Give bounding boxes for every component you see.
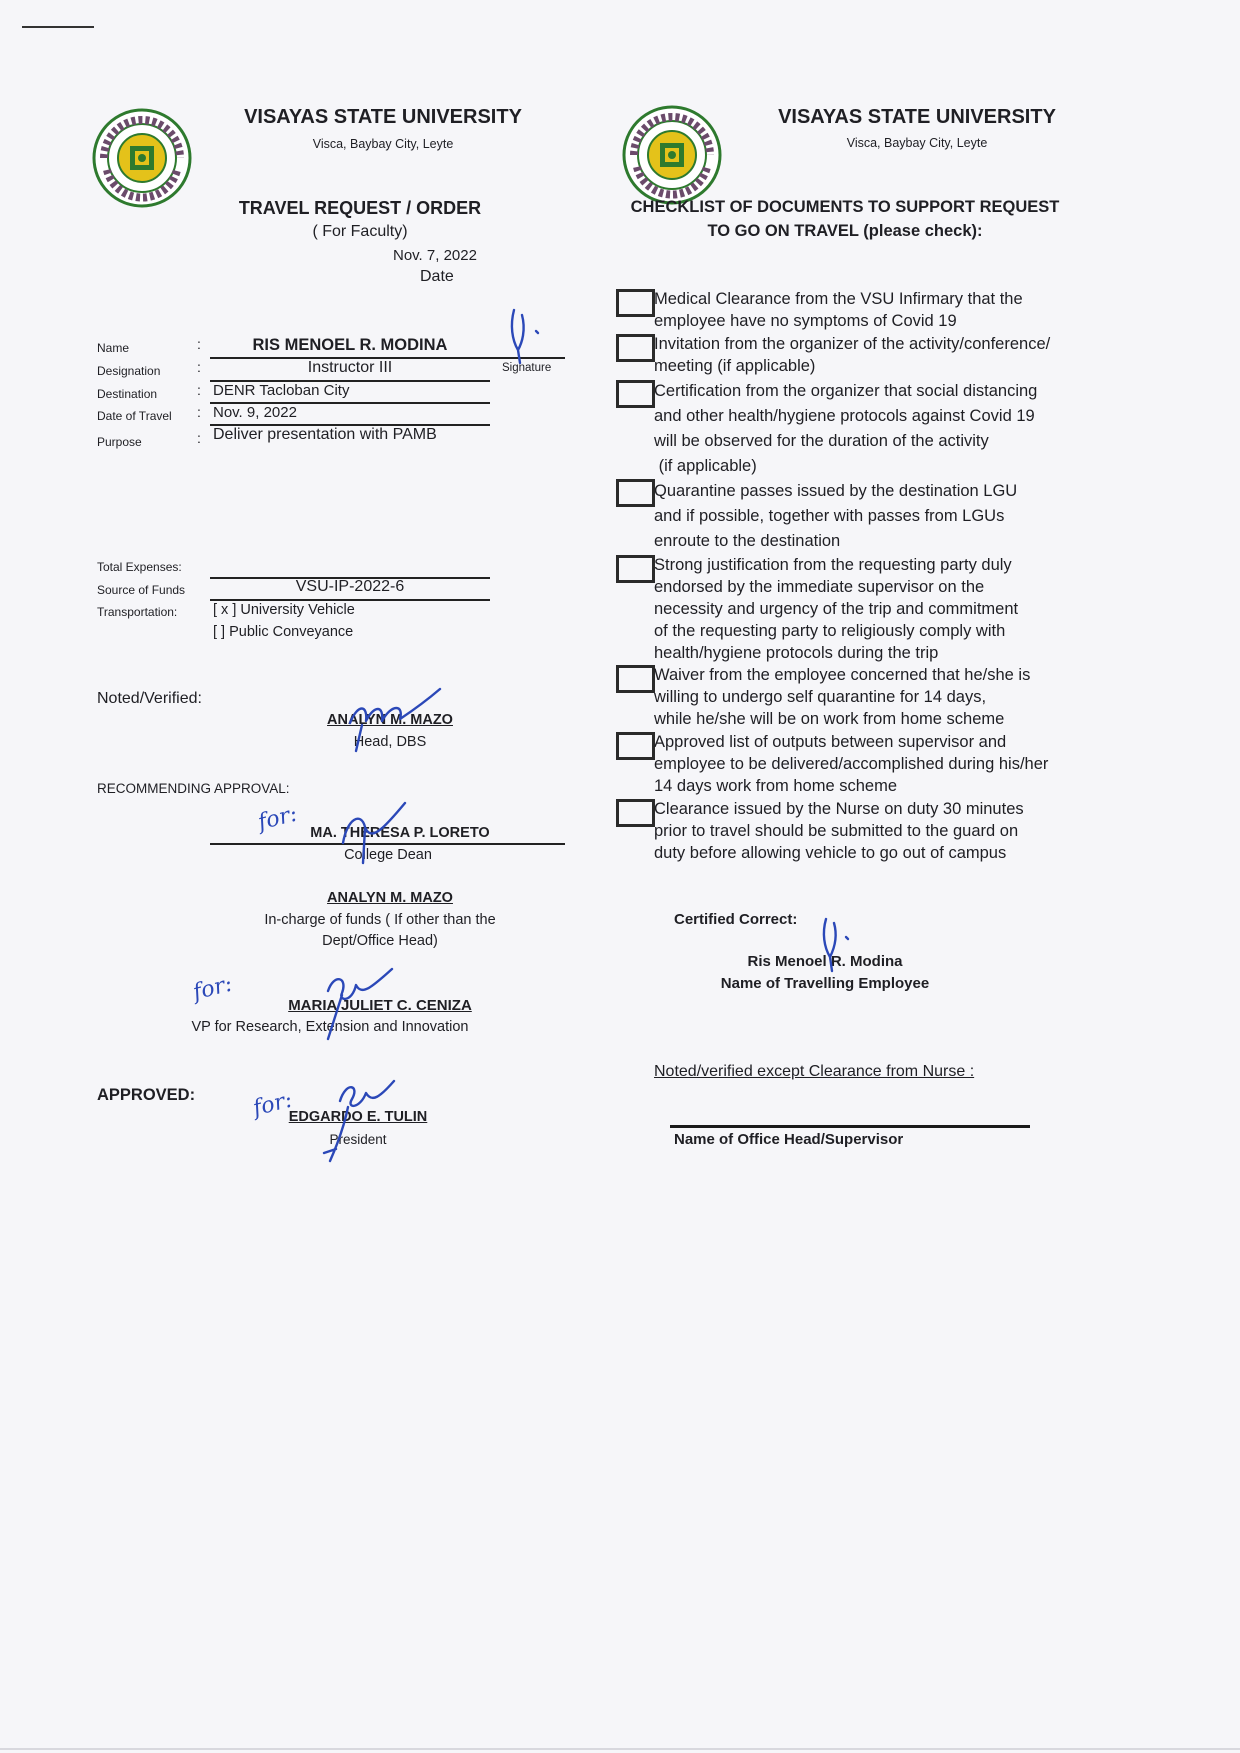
- checklist-item-line: Quarantine passes issued by the destination LGU: [654, 482, 1018, 500]
- checklist-item-line: Medical Clearance from the VSU Infirmary that the: [654, 290, 1023, 308]
- destination-value: DENR Tacloban City: [213, 382, 350, 399]
- checklist-checkbox-approved-outputs[interactable]: [616, 732, 655, 760]
- checklist-item-line: Invitation from the organizer of the activity/conference/: [654, 335, 1051, 353]
- checklist-item-line: (if applicable): [654, 457, 757, 475]
- checklist-item-line: of the requesting party to religiously comply with: [654, 622, 1006, 640]
- funds-officer-position-line1: In-charge of funds ( If other than the: [264, 912, 496, 928]
- checklist-item-nurse-clearance: [654, 798, 1094, 864]
- checklist-checkbox-quarantine-passes[interactable]: [616, 479, 655, 507]
- checklist-title-line2: TO GO ON TRAVEL (please check):: [707, 222, 983, 240]
- supervisor-caption: Name of Office Head/Supervisor: [674, 1131, 904, 1148]
- checklist-item-line: Clearance issued by the Nurse on duty 30 minutes: [654, 800, 1024, 818]
- university-name: VISAYAS STATE UNIVERSITY: [244, 106, 522, 128]
- purpose-value: Deliver presentation with PAMB: [213, 426, 437, 443]
- handwritten-for-note: for:: [190, 971, 235, 1006]
- checklist-title-line1: CHECKLIST OF DOCUMENTS TO SUPPORT REQUEST: [630, 198, 1060, 216]
- checklist-item-line: Certification from the organizer that social distancing: [654, 382, 1038, 400]
- checklist-item-approved-outputs: [654, 731, 1094, 797]
- dean-signature: [335, 797, 425, 867]
- checklist-item-line: necessity and urgency of the trip and commitment: [654, 600, 1019, 618]
- checklist-item-line: prior to travel should be submitted to the guard on: [654, 822, 1019, 840]
- checklist-item-line: Approved list of outputs between supervisor and: [654, 733, 1007, 751]
- funds-officer-name: ANALYN M. MAZO: [327, 890, 453, 906]
- checklist-item-waiver: [654, 664, 1094, 730]
- transportation-label: Transportation:: [97, 605, 178, 619]
- dean-name: MA. THERESA P. LORETO: [310, 825, 490, 841]
- university-seal-icon: [622, 105, 722, 205]
- checklist-item-line: Strong justification from the requesting party duly: [654, 556, 1012, 574]
- checklist-checkbox-justification[interactable]: [616, 555, 655, 583]
- funds-officer-position-line2: Dept/Office Head): [322, 933, 438, 949]
- name-value: RIS MENOEL R. MODINA: [252, 336, 448, 354]
- name-label: Name: [97, 341, 130, 355]
- travelling-employee-name: Ris Menoel R. Modina: [747, 953, 903, 970]
- vp-position: VP for Research, Extension and Innovation: [191, 1019, 469, 1035]
- dean-position: College Dean: [344, 847, 432, 863]
- checklist-item-line: enroute to the destination: [654, 532, 841, 550]
- checklist-item-line: meeting (if applicable): [654, 357, 816, 375]
- noted-signature: [340, 683, 450, 753]
- transport-option-public-conveyance: [ ] Public Conveyance: [213, 624, 354, 640]
- checklist-item-line: willing to undergo self quarantine for 14 days,: [654, 688, 987, 706]
- university-address: Visca, Baybay City, Leyte: [846, 136, 988, 150]
- signature-label: Signature: [502, 362, 552, 374]
- source-of-funds-label: Source of Funds: [97, 583, 186, 597]
- certified-correct-label: Certified Correct:: [674, 911, 798, 928]
- colon: :: [197, 359, 201, 375]
- checklist-item-line: duty before allowing vehicle to go out of campus: [654, 844, 1007, 862]
- scan-mark: [22, 26, 94, 28]
- source-of-funds-value: VSU-IP-2022-6: [295, 578, 405, 595]
- noted-verified-label: Noted/Verified:: [97, 690, 202, 707]
- noted-name: ANALYN M. MAZO: [327, 712, 453, 728]
- vp-signature: [318, 963, 408, 1043]
- president-signature: [318, 1073, 408, 1163]
- checklist-item-line: Waiver from the employee concerned that he/she is: [654, 666, 1031, 684]
- designation-value: Instructor III: [307, 359, 393, 376]
- purpose-label: Purpose: [97, 435, 142, 449]
- checklist-item-certification: [654, 379, 1094, 479]
- checklist-item-line: and if possible, together with passes from LGUs: [654, 507, 1005, 525]
- form-subtitle: ( For Faculty): [312, 223, 408, 240]
- requester-signature: [500, 305, 550, 365]
- checklist-item-line: health/hygiene protocols during the trip: [654, 644, 939, 662]
- checklist-item-quarantine-passes: [654, 479, 1094, 554]
- destination-label: Destination: [97, 387, 158, 401]
- checklist-item-line: while he/she will be on work from home scheme: [654, 710, 1005, 728]
- recommending-approval-label: RECOMMENDING APPROVAL:: [97, 781, 290, 796]
- checklist-item-line: employee to be delivered/accomplished during his/her: [654, 755, 1049, 773]
- date-label: Date: [420, 268, 454, 285]
- handwritten-for-note: for:: [250, 1087, 295, 1122]
- handwritten-for-note: for:: [255, 801, 300, 836]
- checklist-item-line: will be observed for the duration of the activity: [654, 432, 989, 450]
- transport-option-university-vehicle: [ x ] University Vehicle: [213, 602, 355, 618]
- employee-signature: [812, 915, 862, 975]
- checklist-checkbox-medical-clearance[interactable]: [616, 289, 655, 317]
- designation-label: Designation: [97, 364, 161, 378]
- vp-name: MARIA JULIET C. CENIZA: [288, 997, 472, 1014]
- noted-position: Head, DBS: [353, 734, 427, 750]
- checklist-item-invitation: [654, 333, 1094, 377]
- noted-except-nurse-label: Noted/verified except Clearance from Nurse :: [654, 1063, 975, 1080]
- date-of-travel-value: Nov. 9, 2022: [213, 404, 297, 421]
- checklist-checkbox-nurse-clearance[interactable]: [616, 799, 655, 827]
- colon: :: [197, 404, 201, 420]
- checklist-checkbox-waiver[interactable]: [616, 665, 655, 693]
- travelling-employee-caption: Name of Travelling Employee: [720, 975, 930, 992]
- request-date: Nov. 7, 2022: [393, 247, 477, 264]
- president-position: President: [329, 1132, 387, 1147]
- checklist-item-line: and other health/hygiene protocols against Covid 19: [654, 407, 1035, 425]
- colon: :: [197, 336, 201, 352]
- supervisor-signature-line: [670, 1125, 1030, 1128]
- checklist-item-justification: [654, 554, 1094, 664]
- date-of-travel-label: Date of Travel: [97, 409, 172, 423]
- university-address: Visca, Baybay City, Leyte: [312, 137, 454, 151]
- checklist-item-line: employee have no symptoms of Covid 19: [654, 312, 957, 330]
- checklist-checkbox-invitation[interactable]: [616, 334, 655, 362]
- president-name: EDGARDO E. TULIN: [288, 1109, 428, 1125]
- checklist-item-line: 14 days work from home scheme: [654, 777, 898, 795]
- scan-edge: [0, 1748, 1240, 1750]
- total-expenses-label: Total Expenses:: [97, 560, 182, 574]
- university-seal-icon: [92, 108, 192, 208]
- colon: :: [197, 382, 201, 398]
- colon: :: [197, 430, 201, 446]
- checklist-item-medical-clearance: [654, 288, 1094, 332]
- checklist-item-line: endorsed by the immediate supervisor on the: [654, 578, 985, 596]
- form-title: TRAVEL REQUEST / ORDER: [238, 198, 482, 218]
- university-name: VISAYAS STATE UNIVERSITY: [778, 106, 1056, 128]
- source-of-funds-underline: [210, 599, 490, 601]
- checklist-checkbox-certification[interactable]: [616, 380, 655, 408]
- approved-label: APPROVED:: [97, 1086, 196, 1104]
